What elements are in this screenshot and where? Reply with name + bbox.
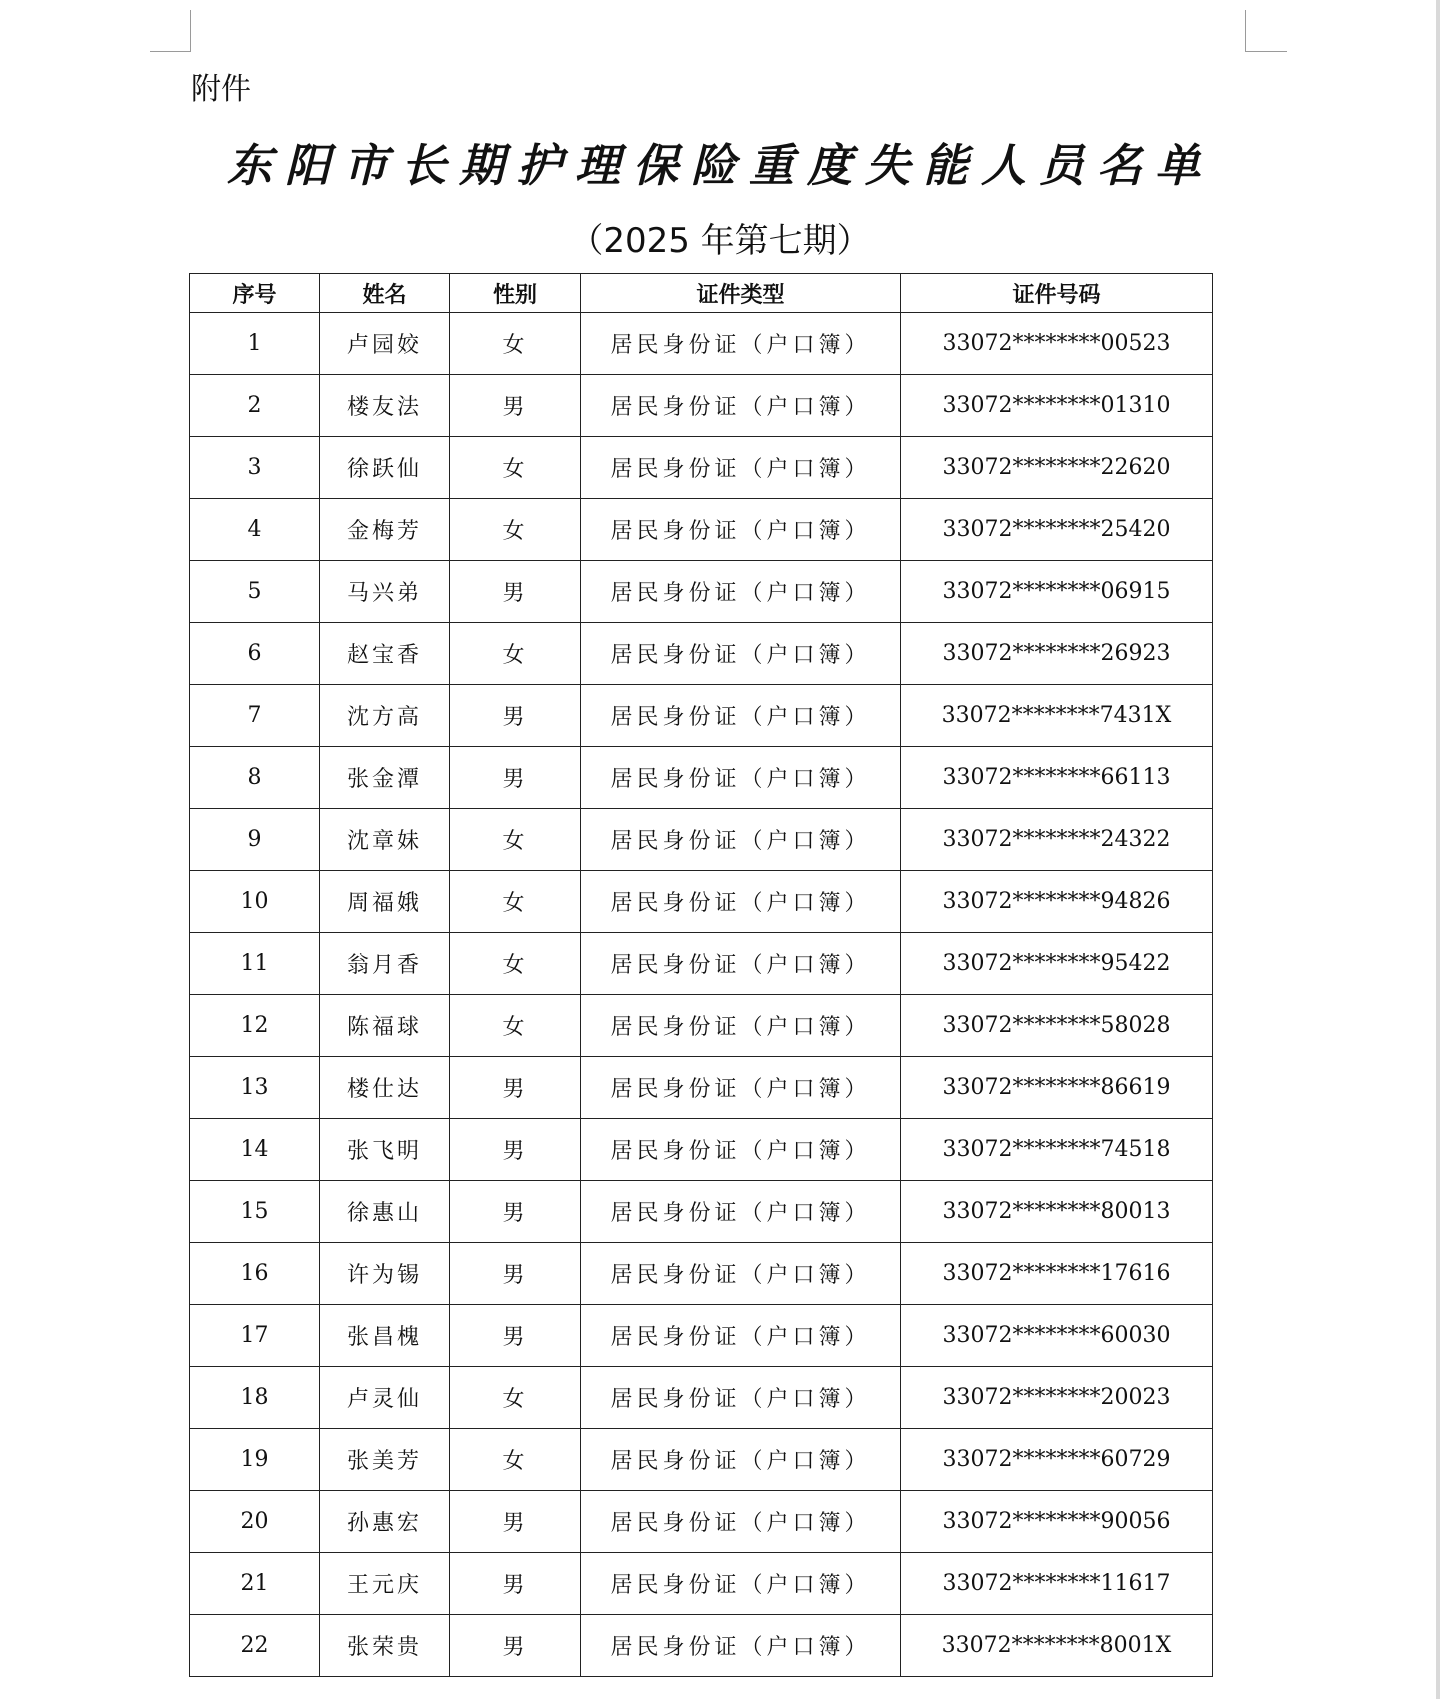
table-row (190, 375, 1213, 437)
cell-serial: 5 (190, 561, 320, 623)
cell-gender: 女 (450, 499, 581, 561)
cell-idtype: 居民身份证（户口簿） (581, 561, 901, 623)
header-gender: 性别 (450, 274, 581, 313)
table-row (190, 1057, 1213, 1119)
cell-idtype: 居民身份证（户口簿） (581, 623, 901, 685)
cell-gender: 男 (450, 747, 581, 809)
table-row (190, 1243, 1213, 1305)
table-row (190, 561, 1213, 623)
cell-serial: 10 (190, 871, 320, 933)
header-serial: 序号 (190, 274, 320, 313)
cell-gender: 女 (450, 809, 581, 871)
cell-idnum: 33072********00523 (901, 313, 1213, 375)
cell-name: 金梅芳 (320, 499, 450, 561)
cell-idnum: 33072********06915 (901, 561, 1213, 623)
cell-idtype: 居民身份证（户口簿） (581, 1305, 901, 1367)
cell-name: 张金潭 (320, 747, 450, 809)
cell-idnum: 33072********22620 (901, 437, 1213, 499)
cell-gender: 男 (450, 685, 581, 747)
cell-idtype: 居民身份证（户口簿） (581, 437, 901, 499)
cell-serial: 13 (190, 1057, 320, 1119)
cell-idnum: 33072********20023 (901, 1367, 1213, 1429)
cell-name: 张美芳 (320, 1429, 450, 1491)
table-row (190, 1181, 1213, 1243)
header-id-number: 证件号码 (901, 274, 1213, 313)
cell-name: 孙惠宏 (320, 1491, 450, 1553)
cell-idnum: 33072********01310 (901, 375, 1213, 437)
cell-serial: 4 (190, 499, 320, 561)
cell-gender: 男 (450, 1553, 581, 1615)
cell-serial: 1 (190, 313, 320, 375)
table-row (190, 1429, 1213, 1491)
table-row (190, 1553, 1213, 1615)
cell-name: 赵宝香 (320, 623, 450, 685)
table-row (190, 809, 1213, 871)
cell-idtype: 居民身份证（户口簿） (581, 499, 901, 561)
cell-name: 楼仕达 (320, 1057, 450, 1119)
table-row (190, 499, 1213, 561)
cell-idnum: 33072********74518 (901, 1119, 1213, 1181)
cell-name: 周福娥 (320, 871, 450, 933)
cell-name: 楼友法 (320, 375, 450, 437)
cell-gender: 女 (450, 1429, 581, 1491)
cell-gender: 男 (450, 1491, 581, 1553)
cell-idtype: 居民身份证（户口簿） (581, 685, 901, 747)
cell-serial: 6 (190, 623, 320, 685)
cell-serial: 17 (190, 1305, 320, 1367)
cell-idtype: 居民身份证（户口簿） (581, 933, 901, 995)
cell-gender: 男 (450, 1243, 581, 1305)
header-id-type: 证件类型 (581, 274, 901, 313)
page-edge-shadow (1436, 0, 1440, 1699)
table-row (190, 1615, 1213, 1677)
cell-idtype: 居民身份证（户口簿） (581, 1181, 901, 1243)
cell-name: 陈福球 (320, 995, 450, 1057)
cell-idtype: 居民身份证（户口簿） (581, 1057, 901, 1119)
cell-name: 张荣贵 (320, 1615, 450, 1677)
cell-idtype: 居民身份证（户口簿） (581, 871, 901, 933)
cell-idnum: 33072********60729 (901, 1429, 1213, 1491)
cell-idtype: 居民身份证（户口簿） (581, 1553, 901, 1615)
table-row (190, 1119, 1213, 1181)
table-row (190, 871, 1213, 933)
cell-idnum: 33072********17616 (901, 1243, 1213, 1305)
cell-idnum: 33072********26923 (901, 623, 1213, 685)
cell-name: 卢园姣 (320, 313, 450, 375)
cell-serial: 12 (190, 995, 320, 1057)
table-row (190, 437, 1213, 499)
cell-serial: 16 (190, 1243, 320, 1305)
roster-table (189, 273, 1213, 1677)
crop-mark-top-left-horizontal (150, 51, 191, 52)
table-row (190, 1367, 1213, 1429)
table-row (190, 1305, 1213, 1367)
cell-name: 马兴弟 (320, 561, 450, 623)
cell-serial: 21 (190, 1553, 320, 1615)
cell-idnum: 33072********60030 (901, 1305, 1213, 1367)
cell-gender: 女 (450, 437, 581, 499)
cell-gender: 男 (450, 1181, 581, 1243)
cell-name: 王元庆 (320, 1553, 450, 1615)
cell-idnum: 33072********95422 (901, 933, 1213, 995)
cell-gender: 男 (450, 1305, 581, 1367)
cell-name: 沈方高 (320, 685, 450, 747)
cell-gender: 男 (450, 1615, 581, 1677)
cell-name: 张飞明 (320, 1119, 450, 1181)
document-title: 东阳市长期护理保险重度失能人员名单 (226, 139, 1213, 192)
cell-name: 沈章妹 (320, 809, 450, 871)
cell-serial: 11 (190, 933, 320, 995)
document-subtitle: （2025 年第七期） (569, 221, 871, 261)
cell-name: 徐惠山 (320, 1181, 450, 1243)
cell-gender: 男 (450, 561, 581, 623)
cell-idnum: 33072********80013 (901, 1181, 1213, 1243)
cell-idtype: 居民身份证（户口簿） (581, 747, 901, 809)
cell-serial: 2 (190, 375, 320, 437)
table-body (190, 313, 1213, 1677)
cell-gender: 女 (450, 871, 581, 933)
cell-serial: 14 (190, 1119, 320, 1181)
cell-idnum: 33072********25420 (901, 499, 1213, 561)
cell-gender: 男 (450, 375, 581, 437)
cell-idtype: 居民身份证（户口簿） (581, 313, 901, 375)
table-row (190, 685, 1213, 747)
cell-idtype: 居民身份证（户口簿） (581, 1243, 901, 1305)
cell-idtype: 居民身份证（户口簿） (581, 375, 901, 437)
cell-serial: 22 (190, 1615, 320, 1677)
cell-idnum: 33072********86619 (901, 1057, 1213, 1119)
table-row (190, 623, 1213, 685)
crop-mark-top-right-vertical (1245, 10, 1246, 52)
cell-serial: 18 (190, 1367, 320, 1429)
table-row (190, 747, 1213, 809)
cell-gender: 女 (450, 995, 581, 1057)
attachment-label: 附件 (191, 72, 251, 107)
cell-name: 许为锡 (320, 1243, 450, 1305)
cell-name: 张昌槐 (320, 1305, 450, 1367)
cell-serial: 19 (190, 1429, 320, 1491)
cell-gender: 女 (450, 933, 581, 995)
cell-name: 徐跃仙 (320, 437, 450, 499)
cell-serial: 7 (190, 685, 320, 747)
table-header-row (190, 274, 1213, 313)
cell-name: 卢灵仙 (320, 1367, 450, 1429)
cell-idnum: 33072********94826 (901, 871, 1213, 933)
cell-idtype: 居民身份证（户口簿） (581, 809, 901, 871)
cell-idnum: 33072********24322 (901, 809, 1213, 871)
table-row (190, 933, 1213, 995)
cell-gender: 女 (450, 623, 581, 685)
cell-idnum: 33072********11617 (901, 1553, 1213, 1615)
table-row (190, 313, 1213, 375)
cell-serial: 9 (190, 809, 320, 871)
cell-idtype: 居民身份证（户口簿） (581, 1367, 901, 1429)
cell-idnum: 33072********66113 (901, 747, 1213, 809)
cell-serial: 8 (190, 747, 320, 809)
crop-mark-top-right-horizontal (1245, 51, 1287, 52)
header-name: 姓名 (320, 274, 450, 313)
cell-name: 翁月香 (320, 933, 450, 995)
cell-gender: 男 (450, 1057, 581, 1119)
cell-serial: 15 (190, 1181, 320, 1243)
cell-gender: 女 (450, 1367, 581, 1429)
cell-idtype: 居民身份证（户口簿） (581, 1491, 901, 1553)
crop-mark-top-left-vertical (190, 10, 191, 52)
cell-idtype: 居民身份证（户口簿） (581, 1429, 901, 1491)
cell-serial: 3 (190, 437, 320, 499)
table-row (190, 995, 1213, 1057)
cell-idtype: 居民身份证（户口簿） (581, 1119, 901, 1181)
cell-idnum: 33072********7431X (901, 685, 1213, 747)
table-row (190, 1491, 1213, 1553)
cell-idnum: 33072********90056 (901, 1491, 1213, 1553)
cell-gender: 男 (450, 1119, 581, 1181)
cell-idnum: 33072********8001X (901, 1615, 1213, 1677)
cell-idtype: 居民身份证（户口簿） (581, 1615, 901, 1677)
cell-gender: 女 (450, 313, 581, 375)
cell-idnum: 33072********58028 (901, 995, 1213, 1057)
cell-serial: 20 (190, 1491, 320, 1553)
cell-idtype: 居民身份证（户口簿） (581, 995, 901, 1057)
